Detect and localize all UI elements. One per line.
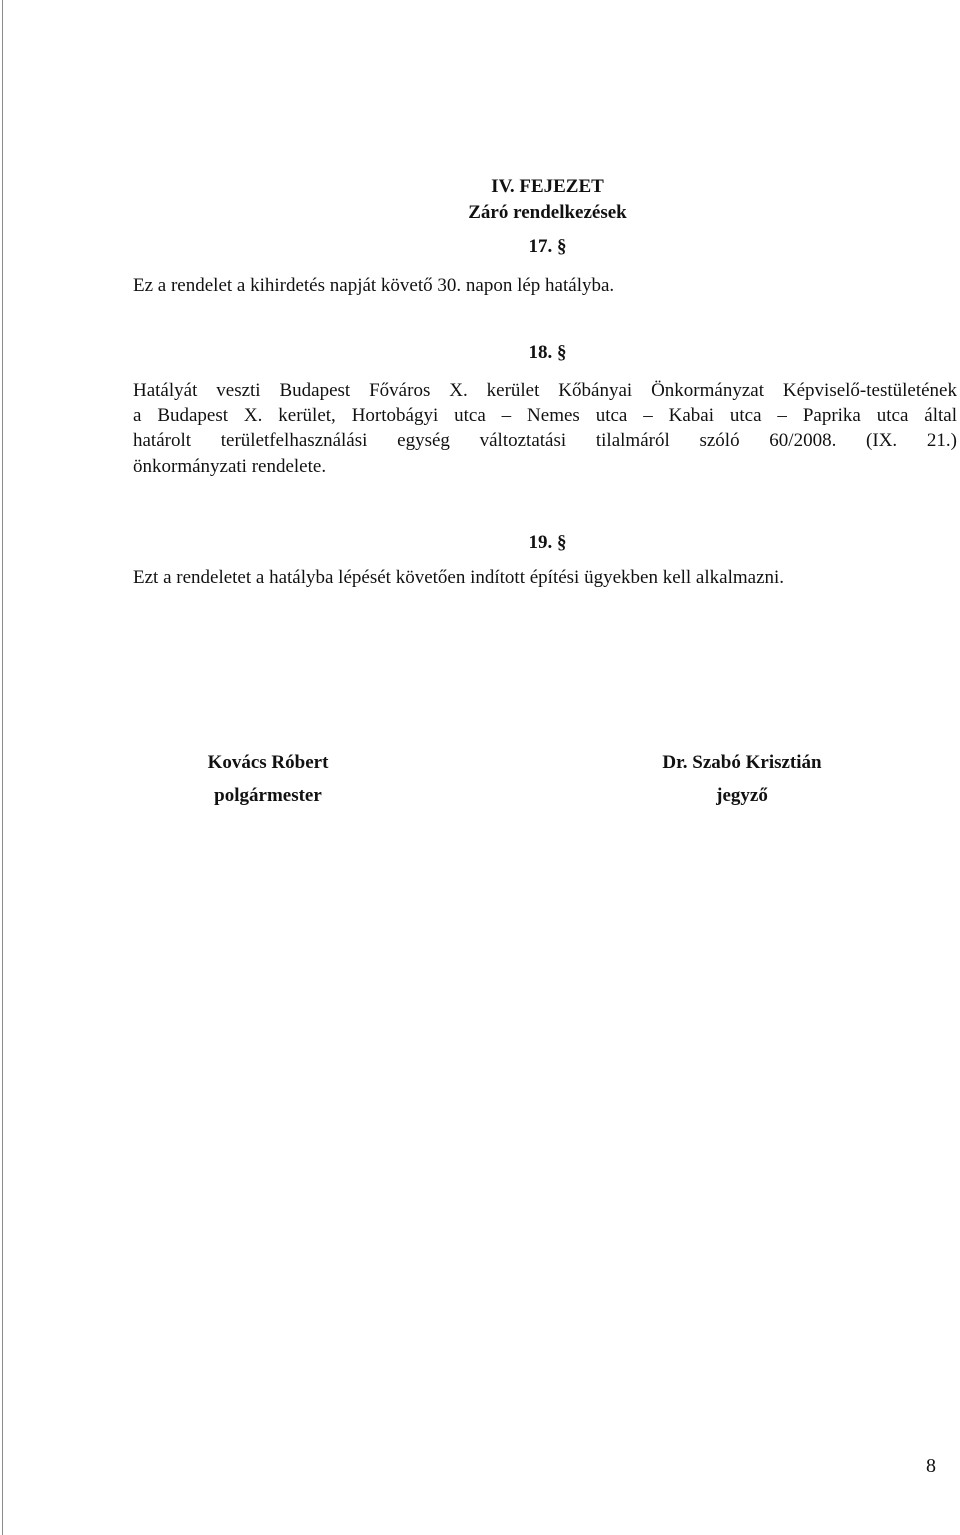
section-18-line-2: a Budapest X. kerület, Hortobágyi utca – Nemes utca – Kabai utca – Paprika utca által: [133, 405, 957, 426]
signatory-right-name: Dr. Szabó Krisztián: [662, 752, 822, 773]
section-19-text: Ezt a rendeletet a hatályba lépését követően indított építési ügyekben kell alkalmazni.: [133, 567, 785, 588]
signatory-right-title: jegyző: [716, 785, 768, 806]
signatory-left-title: polgármester: [214, 785, 322, 806]
page-number: 8: [926, 1455, 936, 1477]
scan-edge-line: [2, 0, 3, 1535]
signatory-left-name: Kovács Róbert: [207, 752, 329, 773]
section-18-line-1: Hatályát veszti Budapest Főváros X. kerület Kőbányai Önkormányzat Képviselő-testületének: [133, 380, 957, 401]
chapter-name: Záró rendelkezések: [468, 202, 627, 223]
chapter-number-title: IV. FEJEZET: [491, 176, 604, 197]
section-18-line-3: határolt területfelhasználási egység változtatási tilalmáról szóló 60/2008. (IX. 21.): [133, 430, 957, 451]
section-19-label: 19. §: [528, 532, 567, 553]
section-18-label: 18. §: [528, 342, 567, 363]
section-18-line-4: önkormányzati rendelete.: [133, 456, 327, 477]
section-17-label: 17. §: [528, 236, 567, 257]
section-17-text: Ez a rendelet a kihirdetés napját követő 30. napon lép hatályba.: [133, 275, 615, 296]
